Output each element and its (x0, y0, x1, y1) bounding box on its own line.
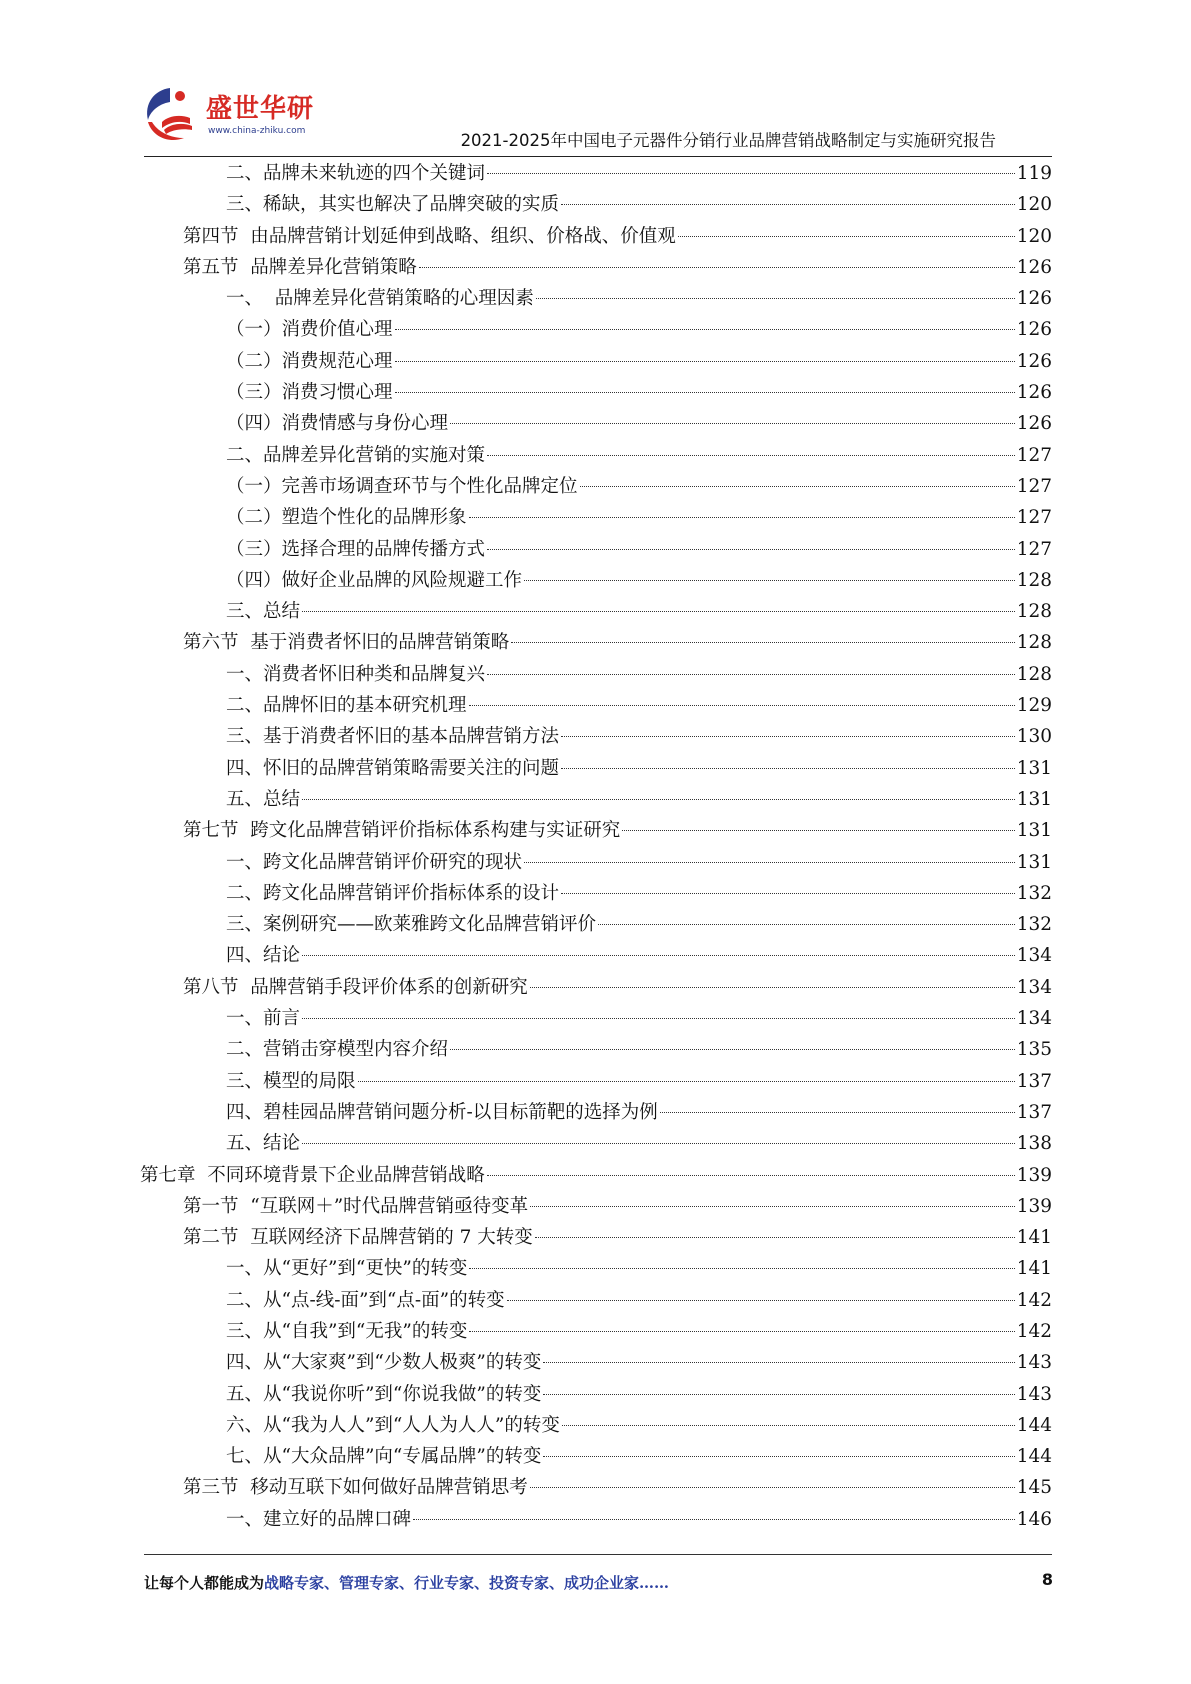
footer-slogan (144, 1572, 669, 1593)
toc-entry[interactable] (140, 377, 1052, 408)
toc-entry[interactable] (140, 1191, 1052, 1222)
toc-dot-leader (302, 955, 1015, 956)
toc-entry-label: 四、结论 (226, 945, 301, 967)
toc-entry-page: 137 (1016, 1070, 1052, 1092)
toc-entry-label: 六、从“我为人人”到“人人为人人”的转变 (226, 1414, 560, 1436)
toc-entry[interactable] (140, 440, 1052, 471)
slogan-highlight: 战略专家、管理专家、行业专家、投资专家、成功企业家…… (264, 1574, 670, 1592)
toc-dot-leader (535, 1237, 1015, 1238)
toc-entry[interactable] (140, 471, 1052, 502)
toc-entry[interactable] (140, 596, 1052, 627)
toc-dot-leader (536, 298, 1015, 299)
toc-entry-page: 144 (1016, 1446, 1052, 1468)
toc-entry-label: 四、碧桂园品牌营销问题分析-以目标箭靶的选择为例 (226, 1101, 658, 1123)
toc-dot-leader (395, 361, 1015, 362)
toc-entry-page: 139 (1016, 1195, 1052, 1217)
toc-dot-leader (511, 642, 1014, 643)
toc-entry-label: 一、前言 (226, 1008, 301, 1030)
toc-entry-page: 142 (1016, 1289, 1052, 1311)
toc-dot-leader (543, 1394, 1014, 1395)
toc-entry-label: 第七节 跨文化品牌营销评价指标体系构建与实证研究 (183, 820, 621, 842)
toc-entry-page: 146 (1016, 1508, 1052, 1530)
toc-dot-leader (507, 1300, 1015, 1301)
report-title: 2021-2025年中国电子元器件分销行业品牌营销战略制定与实施研究报告 (460, 131, 996, 150)
toc-entry[interactable] (140, 1066, 1052, 1097)
toc-entry[interactable] (140, 252, 1052, 283)
toc-entry-page: 137 (1016, 1101, 1052, 1123)
toc-entry[interactable] (140, 346, 1052, 377)
toc-dot-leader (419, 267, 1015, 268)
toc-entry[interactable] (140, 878, 1052, 909)
toc-entry-label: 第六节 基于消费者怀旧的品牌营销策略 (183, 632, 510, 654)
toc-dot-leader (622, 830, 1014, 831)
toc-entry-label: （一）完善市场调查环节与个性化品牌定位 (226, 475, 578, 497)
toc-entry-page: 129 (1016, 695, 1052, 717)
toc-entry-label: 三、基于消费者怀旧的基本品牌营销方法 (226, 726, 560, 748)
toc-entry[interactable] (140, 1410, 1052, 1441)
toc-entry-page: 131 (1016, 757, 1052, 779)
toc-entry-page: 131 (1016, 820, 1052, 842)
toc-entry-label: （四）消费情感与身份心理 (226, 413, 449, 435)
toc-entry-page: 134 (1016, 1008, 1052, 1030)
toc-entry-label: 四、从“大家爽”到“少数人极爽”的转变 (226, 1352, 542, 1374)
toc-dot-leader (395, 392, 1015, 393)
toc-entry-page: 141 (1016, 1227, 1052, 1249)
toc-dot-leader (561, 736, 1015, 737)
toc-entry-label: 一、建立好的品牌口碑 (226, 1508, 412, 1530)
toc-entry-page: 128 (1016, 663, 1052, 685)
toc-entry-page: 126 (1016, 288, 1052, 310)
toc-dot-leader (524, 862, 1015, 863)
toc-entry[interactable] (140, 972, 1052, 1003)
toc-entry[interactable] (140, 1347, 1052, 1378)
toc-entry-label: 二、品牌怀旧的基本研究机理 (226, 695, 467, 717)
toc-entry[interactable] (140, 940, 1052, 971)
toc-dot-leader (562, 1425, 1015, 1426)
toc-entry-label: 一、跨文化品牌营销评价研究的现状 (226, 851, 523, 873)
toc-entry-page: 131 (1016, 851, 1052, 873)
toc-entry[interactable] (140, 221, 1052, 252)
toc-dot-leader (660, 1112, 1015, 1113)
toc-entry-page: 130 (1016, 726, 1052, 748)
toc-dot-leader (487, 1175, 1015, 1176)
toc-entry-label: 第五节 品牌差异化营销策略 (183, 256, 417, 278)
toc-dot-leader (469, 1268, 1014, 1269)
toc-entry-label: 一、从“更好”到“更快”的转变 (226, 1258, 468, 1280)
toc-entry-label: （二）消费规范心理 (226, 350, 393, 372)
toc-dot-leader (469, 517, 1015, 518)
toc-entry[interactable] (140, 1034, 1052, 1065)
toc-entry[interactable] (140, 1097, 1052, 1128)
toc-dot-leader (302, 611, 1015, 612)
toc-entry[interactable] (140, 534, 1052, 565)
toc-entry-page: 131 (1016, 788, 1052, 810)
toc-entry-page: 126 (1016, 413, 1052, 435)
toc-entry-page: 139 (1016, 1164, 1052, 1186)
toc-dot-leader (561, 893, 1015, 894)
toc-entry[interactable] (140, 1128, 1052, 1159)
toc-entry-page: 119 (1016, 163, 1052, 184)
toc-dot-leader (450, 423, 1015, 424)
toc-entry-label: 二、跨文化品牌营销评价指标体系的设计 (226, 882, 560, 904)
toc-entry-label: 三、总结 (226, 601, 301, 623)
toc-dot-leader (487, 173, 1015, 174)
toc-entry[interactable] (140, 1504, 1052, 1535)
toc-entry-label: 七、从“大众品牌”向“专属品牌”的转变 (226, 1446, 542, 1468)
toc-dot-leader (302, 1018, 1015, 1019)
toc-entry-page: 128 (1016, 601, 1052, 623)
toc-dot-leader (561, 768, 1015, 769)
header-divider (144, 156, 1052, 157)
toc-entry-label: 三、模型的局限 (226, 1070, 356, 1092)
toc-entry-label: 二、营销击穿模型内容介绍 (226, 1039, 449, 1061)
toc-entry-page: 134 (1016, 976, 1052, 998)
toc-entry-label: （三）选择合理的品牌传播方式 (226, 538, 486, 560)
toc-entry-page: 142 (1016, 1320, 1052, 1342)
toc-dot-leader (530, 987, 1015, 988)
page-header (0, 0, 1191, 160)
toc-dot-leader (487, 674, 1015, 675)
toc-entry-label: 五、总结 (226, 788, 301, 810)
toc-entry-label: 第四节 由品牌营销计划延伸到战略、组织、价格战、价值观 (183, 225, 676, 247)
toc-dot-leader (469, 1331, 1014, 1332)
toc-entry-label: （一）消费价值心理 (226, 319, 393, 341)
toc-entry[interactable] (140, 1003, 1052, 1034)
toc-entry-page: 128 (1016, 569, 1052, 591)
page-number: 8 (1041, 1570, 1053, 1589)
toc-entry[interactable] (140, 565, 1052, 596)
toc-dot-leader (302, 799, 1015, 800)
toc-entry[interactable] (140, 158, 1052, 189)
company-logo (140, 82, 330, 148)
toc-entry-label: 二、从“点-线-面”到“点-面”的转变 (226, 1289, 505, 1311)
toc-entry[interactable] (140, 1253, 1052, 1284)
toc-dot-leader (543, 1362, 1014, 1363)
toc-entry-page: 134 (1016, 945, 1052, 967)
toc-entry[interactable] (140, 283, 1052, 314)
toc-entry-label: 二、品牌差异化营销的实施对策 (226, 444, 486, 466)
toc-entry-page: 127 (1016, 444, 1052, 466)
toc-entry[interactable] (140, 690, 1052, 721)
toc-entry-label: 三、从“自我”到“无我”的转变 (226, 1320, 468, 1342)
toc-entry-label: 第八节 品牌营销手段评价体系的创新研究 (183, 976, 528, 998)
footer-divider (144, 1554, 1052, 1555)
toc-entry-label: （四）做好企业品牌的风险规避工作 (226, 569, 523, 591)
toc-entry-page: 132 (1016, 914, 1052, 936)
toc-dot-leader (469, 705, 1015, 706)
toc-entry-page: 126 (1016, 319, 1052, 341)
toc-entry-label: 三、稀缺，其实也解决了品牌突破的实质 (226, 194, 560, 216)
toc-entry[interactable] (140, 721, 1052, 752)
toc-entry[interactable] (140, 1379, 1052, 1410)
toc-entry-page: 144 (1016, 1414, 1052, 1436)
toc-entry-label: （二）塑造个性化的品牌形象 (226, 507, 467, 529)
toc-entry-page: 141 (1016, 1258, 1052, 1280)
toc-dot-leader (524, 580, 1015, 581)
toc-entry[interactable] (140, 408, 1052, 439)
toc-dot-leader (413, 1519, 1015, 1520)
toc-dot-leader (450, 1049, 1015, 1050)
toc-entry-page: 128 (1016, 632, 1052, 654)
toc-entry-page: 138 (1016, 1133, 1052, 1155)
toc-entry-label: （三）消费习惯心理 (226, 382, 393, 404)
toc-entry-label: 三、案例研究——欧莱雅跨文化品牌营销评价 (226, 914, 597, 936)
toc-dot-leader (561, 204, 1015, 205)
toc-dot-leader (530, 1206, 1015, 1207)
toc-entry-page: 143 (1016, 1383, 1052, 1405)
toc-entry[interactable] (140, 784, 1052, 815)
toc-entry-page: 143 (1016, 1352, 1052, 1374)
toc-entry[interactable] (140, 1472, 1052, 1503)
toc-entry-page: 120 (1016, 194, 1052, 216)
toc-dot-leader (302, 1143, 1015, 1144)
toc-entry[interactable] (140, 847, 1052, 878)
toc-dot-leader (358, 1081, 1015, 1082)
toc-entry[interactable] (140, 659, 1052, 690)
toc-entry-page: 127 (1016, 538, 1052, 560)
toc-entry[interactable] (140, 1222, 1052, 1253)
toc-entry[interactable] (140, 314, 1052, 345)
toc-entry-page: 135 (1016, 1039, 1052, 1061)
toc-dot-leader (598, 924, 1015, 925)
logo-url: www.china-zhiku.com (208, 126, 306, 136)
toc-entry[interactable] (140, 815, 1052, 846)
logo-name: 盛世华研 (206, 94, 315, 124)
toc-entry[interactable] (140, 909, 1052, 940)
toc-entry-page: 126 (1016, 382, 1052, 404)
toc-entry-label: 二、品牌未来轨迹的四个关键词 (226, 163, 486, 184)
toc-entry-label: 一、 品牌差异化营销策略的心理因素 (226, 288, 534, 310)
toc-entry-label: 第一节 “互联网＋”时代品牌营销亟待变革 (183, 1195, 529, 1217)
slogan-lead: 让每个人都能成为 (144, 1574, 265, 1592)
toc-entry-page: 127 (1016, 475, 1052, 497)
toc-entry[interactable] (140, 1316, 1052, 1347)
toc-entry[interactable] (140, 753, 1052, 784)
toc-dot-leader (543, 1456, 1014, 1457)
toc-dot-leader (580, 486, 1015, 487)
toc-dot-leader (487, 549, 1015, 550)
toc-entry[interactable] (140, 627, 1052, 658)
toc-entry-page: 145 (1016, 1477, 1052, 1499)
toc-entry[interactable] (140, 189, 1052, 220)
toc-entry[interactable] (140, 1441, 1052, 1472)
toc-entry-label: 一、消费者怀旧种类和品牌复兴 (226, 663, 486, 685)
toc-entry-page: 132 (1016, 882, 1052, 904)
toc-dot-leader (487, 455, 1015, 456)
toc-entry-page: 127 (1016, 507, 1052, 529)
toc-entry[interactable] (140, 1285, 1052, 1316)
toc-entry-page: 126 (1016, 350, 1052, 372)
toc-entry[interactable] (140, 1160, 1052, 1191)
toc-entry-page: 126 (1016, 256, 1052, 278)
logo-swoosh-icon (140, 82, 206, 148)
toc-entry-label: 五、从“我说你听”到“你说我做”的转变 (226, 1383, 542, 1405)
toc-dot-leader (395, 329, 1015, 330)
toc-entry-label: 五、结论 (226, 1133, 301, 1155)
toc-entry[interactable] (140, 502, 1052, 533)
toc-entry-page: 120 (1016, 225, 1052, 247)
toc-entry-label: 四、怀旧的品牌营销策略需要关注的问题 (226, 757, 560, 779)
toc-entry-label: 第三节 移动互联下如何做好品牌营销思考 (183, 1477, 528, 1499)
toc-entry-label: 第二节 互联网经济下品牌营销的 7 大转变 (183, 1227, 533, 1249)
table-of-contents (140, 158, 1052, 1535)
toc-dot-leader (530, 1487, 1015, 1488)
toc-dot-leader (678, 236, 1015, 237)
toc-entry-label: 第七章 不同环境背景下企业品牌营销战略 (140, 1164, 485, 1186)
